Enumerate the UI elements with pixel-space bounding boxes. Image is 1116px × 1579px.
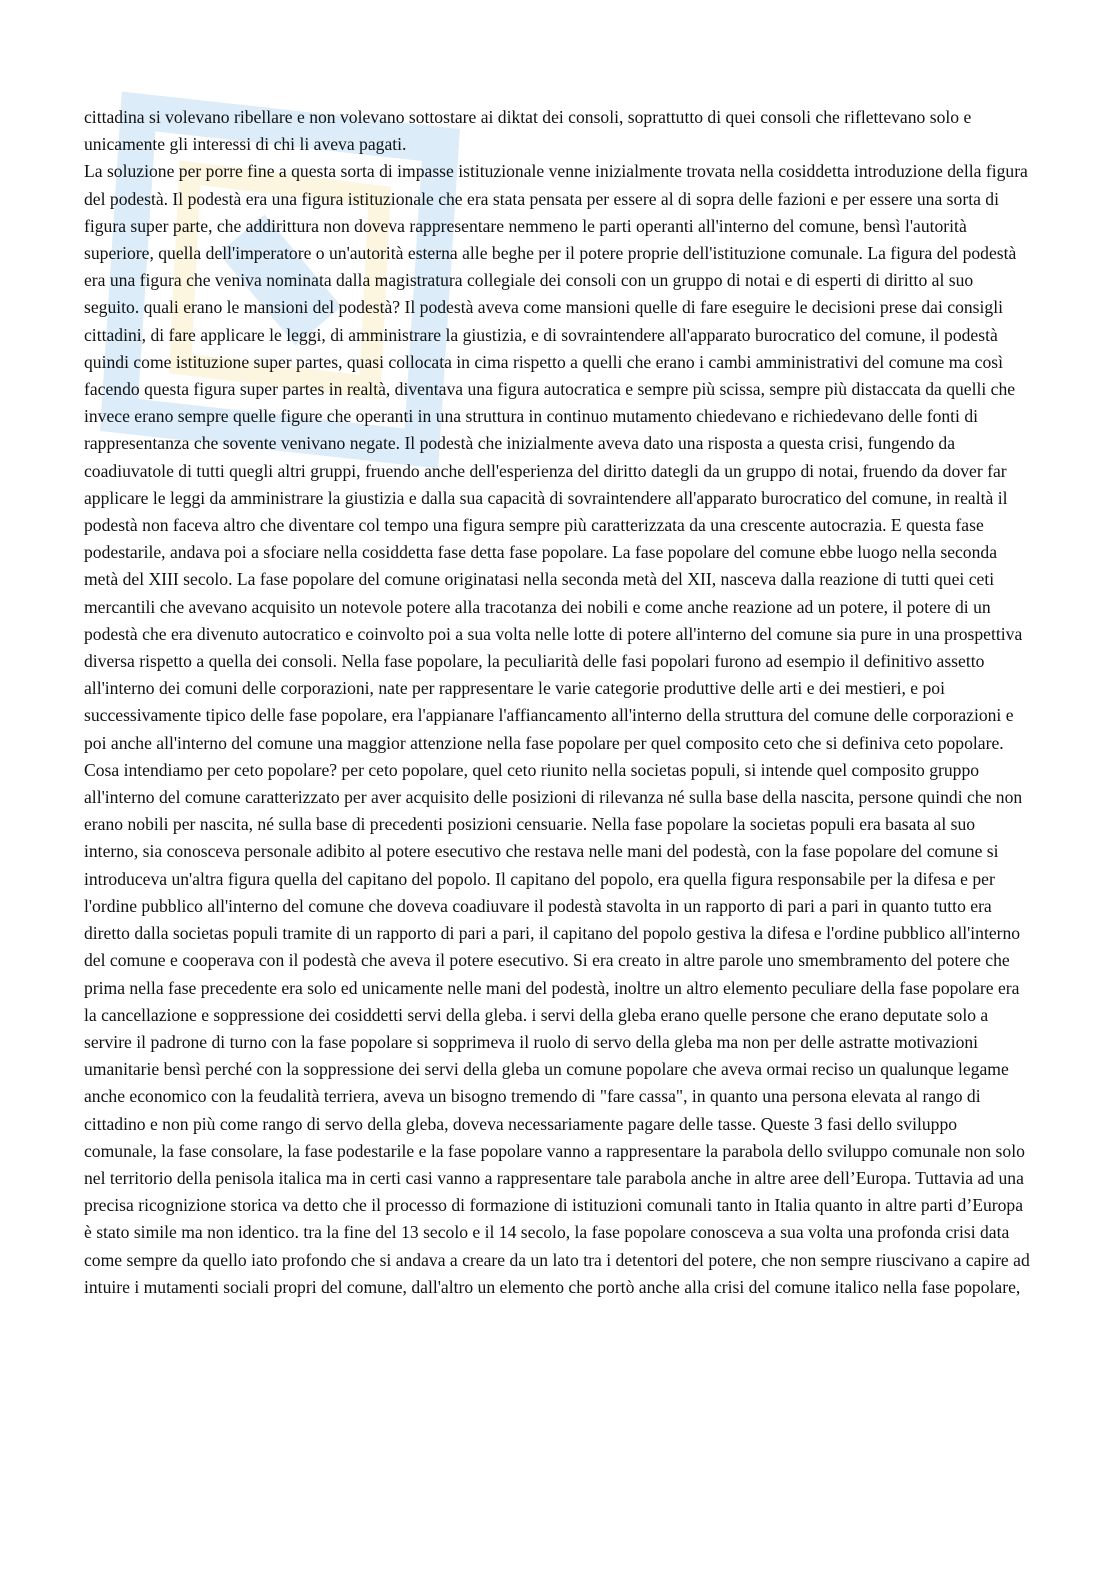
paragraph: La soluzione per porre fine a questa sorta di impasse istituzionale venne inizialmente trovata nella cosiddetta introduzione della figura del podestà. Il podestà era una figura istituzionale che era stata pensata per essere al di sopra delle fazioni e per essere una sorta di figura super parte, che addirittura non doveva rappresentare nemmeno le parti operanti all'interno del comune, bensì l'autorità superiore, quella dell'imperatore o un'autorità esterna alle beghe per il potere proprie dell'istituzione comunale. La figura del podestà era una figura che veniva nominata dalla magistratura collegiale dei consoli con un gruppo di notai e di esperti di diritto al suo seguito. quali erano le mansioni del podestà? Il podestà aveva come mansioni quelle di fare eseguire le decisioni prese dai consigli cittadini, di fare applicare le leggi, di amministrare la giustizia, e di sovraintendere all'apparato burocratico del comune, il podestà quindi come istituzione super partes, quasi collocata in cima rispetto a quelli che erano i cambi amministrativi del comune ma così facendo questa figura super partes in realtà, diventava una figura autocratica e sempre più scissa, sempre più distaccata da quelli che invece erano sempre quelle figure che operanti in una struttura in continuo mutamento chiedevano e richiedevano delle fonti di rappresentanza che sovente venivano negate. Il podestà che inizialmente aveva dato una risposta a questa crisi, fungendo da coadiuvatole di tutti quegli altri gruppi, fruendo anche dell'esperienza del diritto dategli da un gruppo di notai, fruendo da dover far applicare le leggi da amministrare la giustizia e dalla sua capacità di sovraintendere all'apparato burocratico del comune, in realtà il podestà non faceva altro che diventare col tempo una figura sempre più caratterizzata da una crescente autocrazia. E questa fase podestarile, andava poi a sfociare nella cosiddetta fase detta fase popolare. La fase popolare del comune ebbe luogo nella seconda metà del XIII secolo. La fase popolare del comune originatasi nella seconda metà del XII, nasceva dalla reazione di tutti quei ceti mercantili che avevano acquisito un notevole potere alla tracotanza dei nobili e come anche reazione ad un potere, il potere di un podestà che era divenuto autocratico e coinvolto poi a sua volta nelle lotte di potere all'interno del comune sia pure in una prospettiva diversa rispetto a quella dei consoli. Nella fase popolare, la peculiarità delle fasi popolari furono ad esempio il definitivo assetto all'interno dei comuni delle corporazioni, nate per rappresentare le varie categorie produttive delle arti e dei mestieri, e poi successivamente tipico delle fase popolare, era l'appianare l'affiancamento all'interno della struttura del comune delle corporazioni e poi anche all'interno del comune una maggior attenzione nella fase popolare per quel composito ceto che si definiva ceto popolare. Cosa intendiamo per ceto popolare? per ceto popolare, quel ceto riunito nella societas populi, si intende quel composito gruppo all'interno del comune caratterizzato per aver acquisito delle posizioni di rilevanza né sulla base della nascita, persone quindi che non erano nobili per nascita, né sulla base di precedenti posizioni censuarie. Nella fase popolare la societas populi era basata al suo interno, sia conosceva personale adibito al potere esecutivo che restava nelle mani del podestà, con la fase popolare del comune si introduceva un'altra figura quella del capitano del popolo. Il capitano del popolo, era quella figura responsabile per la difesa e per l'ordine pubblico all'interno del comune che doveva coadiuvare il podestà stavolta in un rapporto di pari a pari in quanto tutto era diretto dalla societas populi tramite di un rapporto di pari a pari, il capitano del popolo gestiva la difesa e l'ordine pubblico all'interno del comune e cooperava con il podestà che aveva il potere esecutivo. Si era creato in altre parole uno smembramento del potere che prima nella fase precedente era solo ed unicamente nelle mani del podestà, inoltre un altro elemento peculiare della fase popolare era la cancellazione e soppressione dei cosiddetti servi della gleba. i servi della gleba erano quelle persone che erano deputate solo a servire il padrone di turno con la fase popolare si sopprimeva il ruolo di servo della gleba ma non per delle astratte motivazioni umanitarie bensì perché con la soppressione dei servi della gleba un comune popolare che aveva ormai reciso un qualunque legame anche economico con la feudalità terriera, aveva un bisogno tremendo di "fare cassa", in quanto una persona elevata al rango di cittadino e non più come rango di servo della gleba, doveva necessariamente pagare delle tasse. Queste 3 fasi dello sviluppo comunale, la fase consolare, la fase podestarile e la fase popolare vanno a rappresentare la parabola dello sviluppo comunale non solo nel territorio della penisola italica ma in certi casi vanno a rappresentare tale parabola anche in altre aree dell’Europa. Tuttavia ad una precisa ricognizione storica va detto che il processo di formazione di istituzioni comunali tanto in Italia quanto in altre parti d’Europa è stato simile ma non identico. tra la fine del 13 secolo e il 14 secolo, la fase popolare conosceva a sua volta una profonda crisi data come sempre da quello iato profondo che si andava a creare da un lato tra i detentori del potere, che non sempre riuscivano a capire ad intuire i mutamenti sociali propri del comune, dall'altro un elemento che portò anche alla crisi del comune italico nella fase popolare,: [84, 161, 1030, 1297]
paragraph: cittadina si volevano ribellare e non volevano sottostare ai diktat dei consoli, soprattutto di quei consoli che riflettevano solo e unicamente gli interessi di chi li aveva pagati.: [84, 107, 972, 155]
document-body: [84, 104, 1030, 1301]
